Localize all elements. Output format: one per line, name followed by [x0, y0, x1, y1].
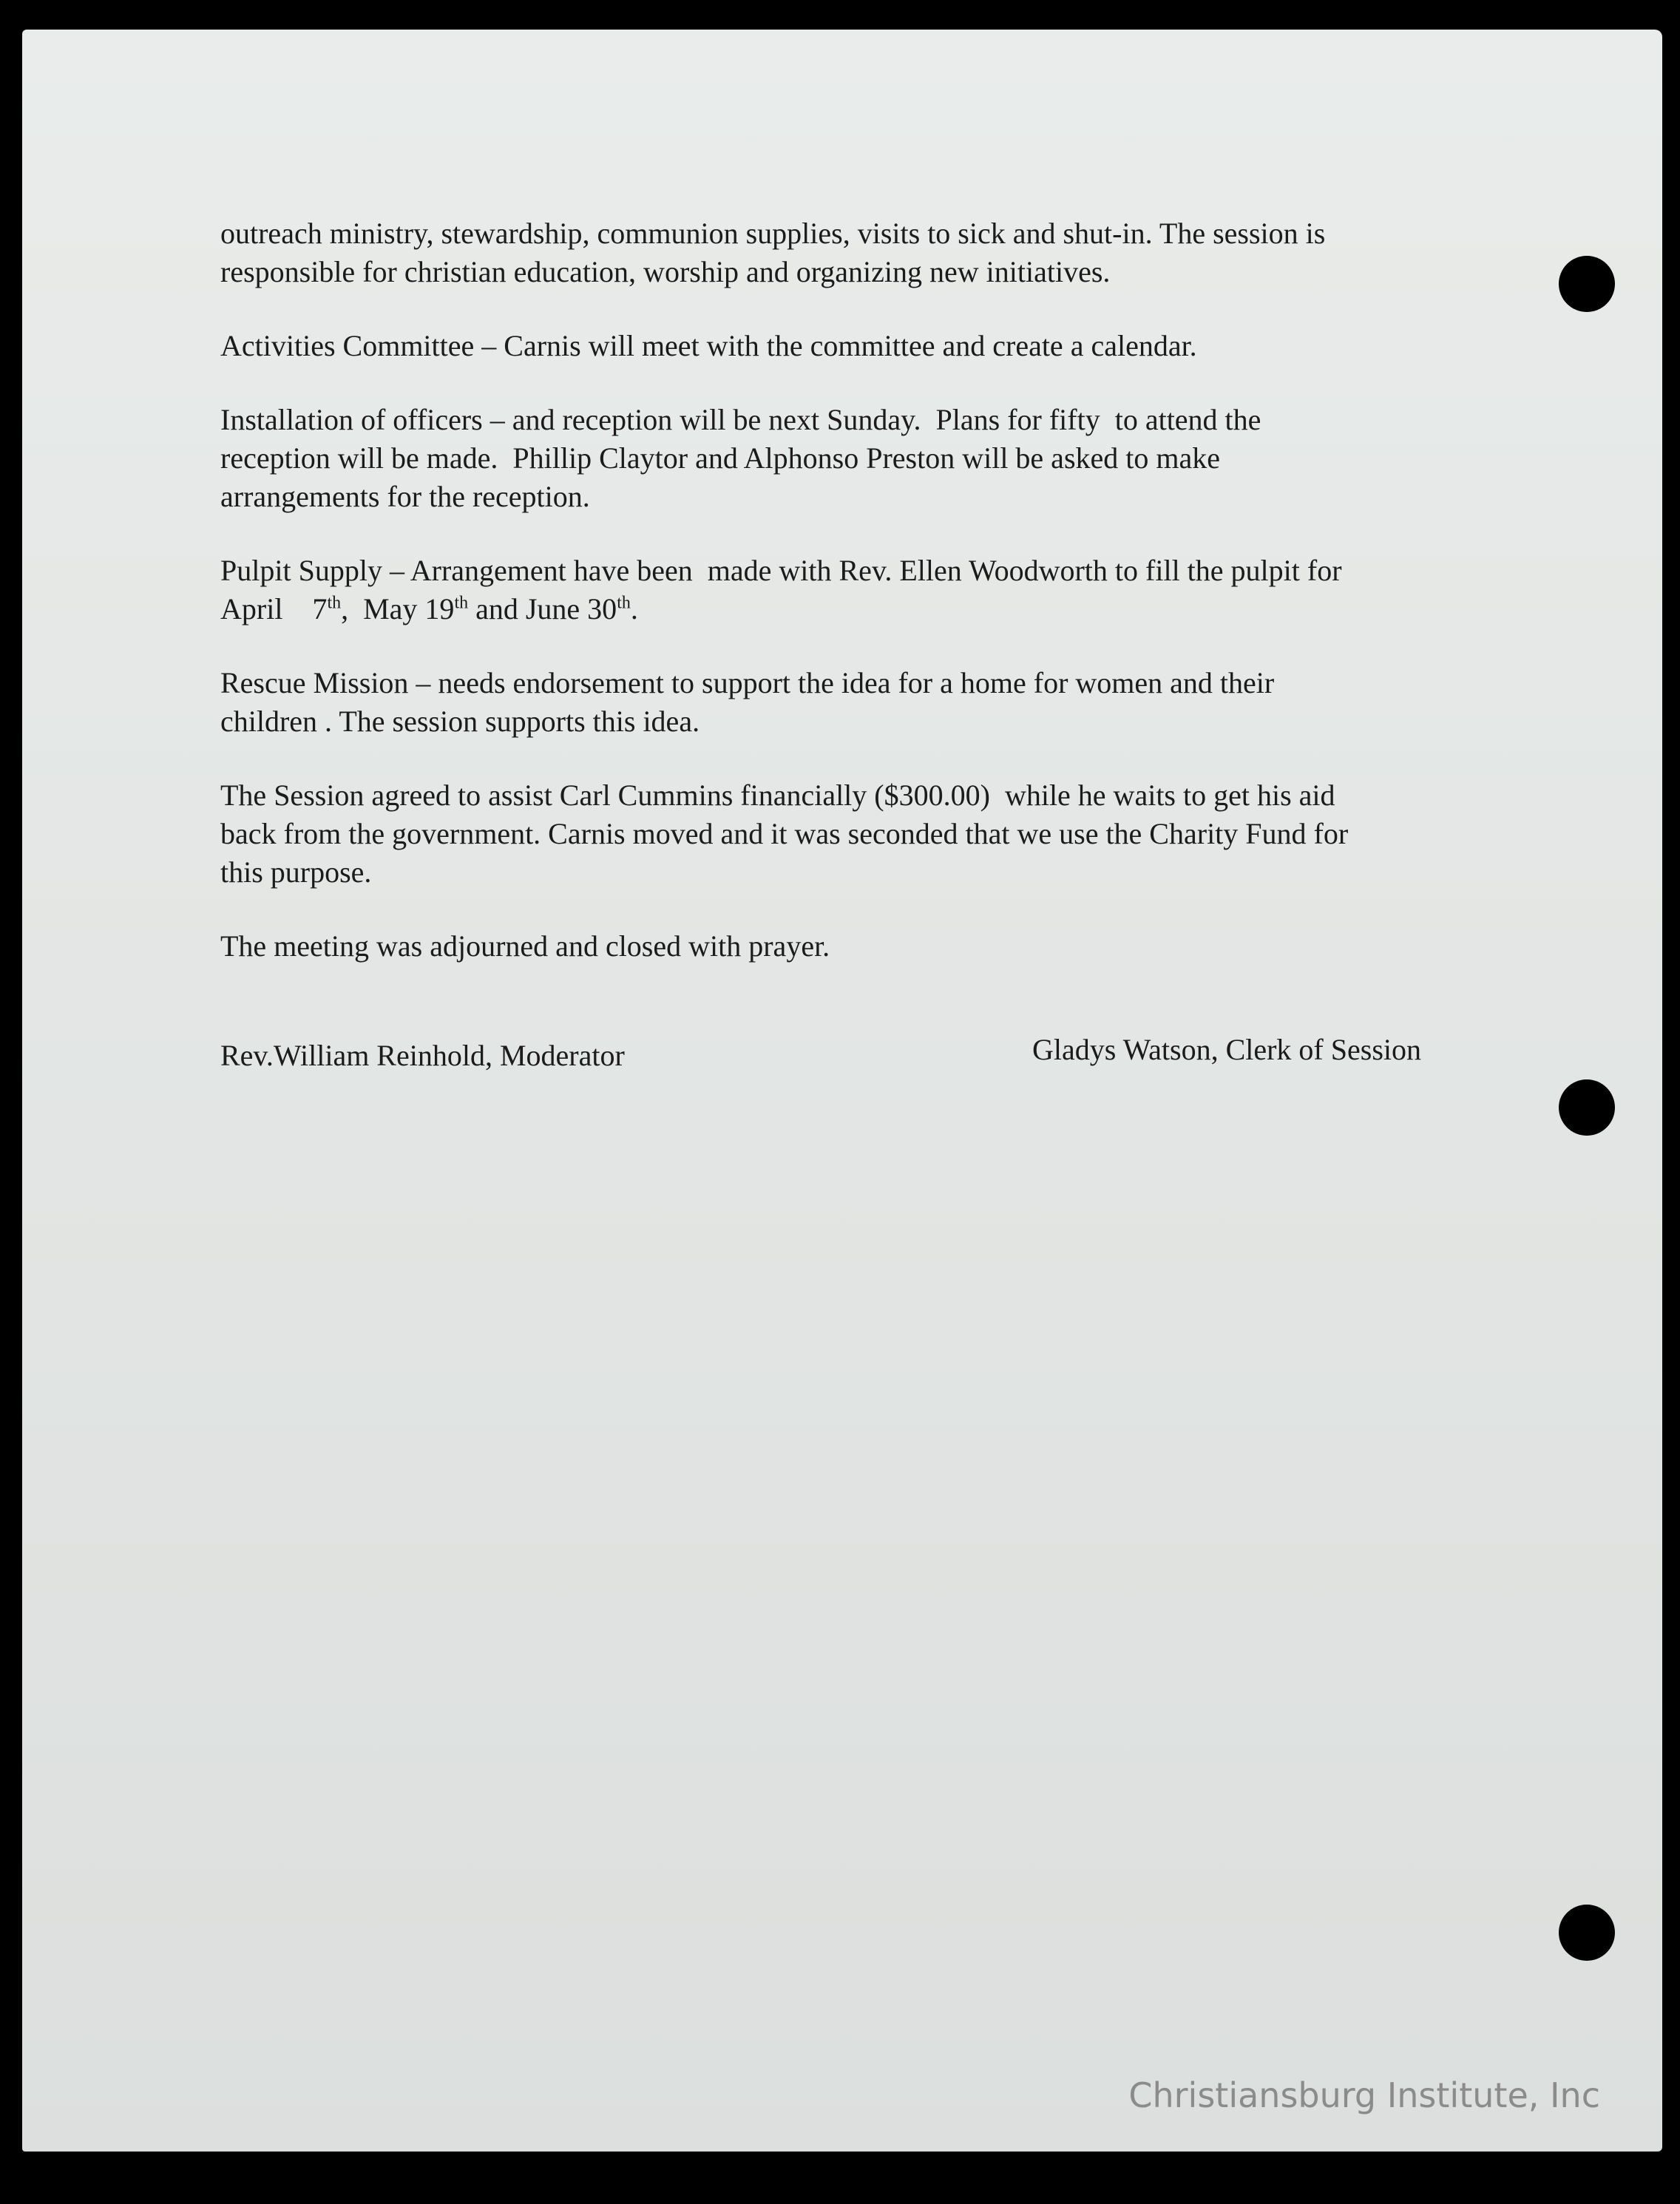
punch-hole: [1559, 256, 1615, 312]
pulpit-april: April 7: [220, 592, 328, 625]
pulpit-june-sup: th: [617, 593, 631, 613]
punch-hole: [1559, 1079, 1615, 1136]
pulpit-line-1: Pulpit Supply – Arrangement have been made with Rev. Ellen Woodworth to fill the pulpit for: [220, 554, 1342, 587]
pulpit-may: , May 19: [341, 592, 455, 625]
punch-hole: [1559, 1905, 1615, 1961]
paragraph-installation: Installation of officers – and reception will be next Sunday. Plans for fifty to attend the reception will be made. Phillip Claytor and Alphonso Preston will be asked to make arrangements for the reception.: [220, 403, 1261, 513]
paragraph-activities-committee: Activities Committee – Carnis will meet with the committee and create a calendar.: [220, 329, 1197, 362]
pulpit-june: and June 30: [468, 592, 617, 625]
paragraph-pulpit-supply: [220, 552, 1477, 628]
paragraph-rescue-mission: Rescue Mission – needs endorsement to support the idea for a home for women and their children . The session supports this idea.: [220, 666, 1275, 738]
pulpit-may-sup: th: [454, 593, 469, 613]
paragraph-adjournment: The meeting was adjourned and closed with prayer.: [220, 929, 830, 963]
paragraph-outreach: outreach ministry, stewardship, communion supplies, visits to sick and shut-in. The session is responsible for christian education, worship and organizing new initiatives.: [220, 217, 1326, 288]
paragraph-financial-assistance: The Session agreed to assist Carl Cummins financially ($300.00) while he waits to get his aid back from the government. Carnis moved and it was seconded that we use the Charity Fund for this purpose.: [220, 779, 1349, 889]
moderator-signature: Rev.William Reinhold, Moderator: [220, 1039, 625, 1072]
pulpit-end: .: [630, 592, 638, 625]
minutes-body: [220, 214, 1477, 1001]
watermark-text: Christiansburg Institute, Inc: [1128, 2075, 1600, 2115]
pulpit-april-sup: th: [327, 593, 342, 613]
clerk-signature: Gladys Watson, Clerk of Session: [1032, 1033, 1421, 1066]
